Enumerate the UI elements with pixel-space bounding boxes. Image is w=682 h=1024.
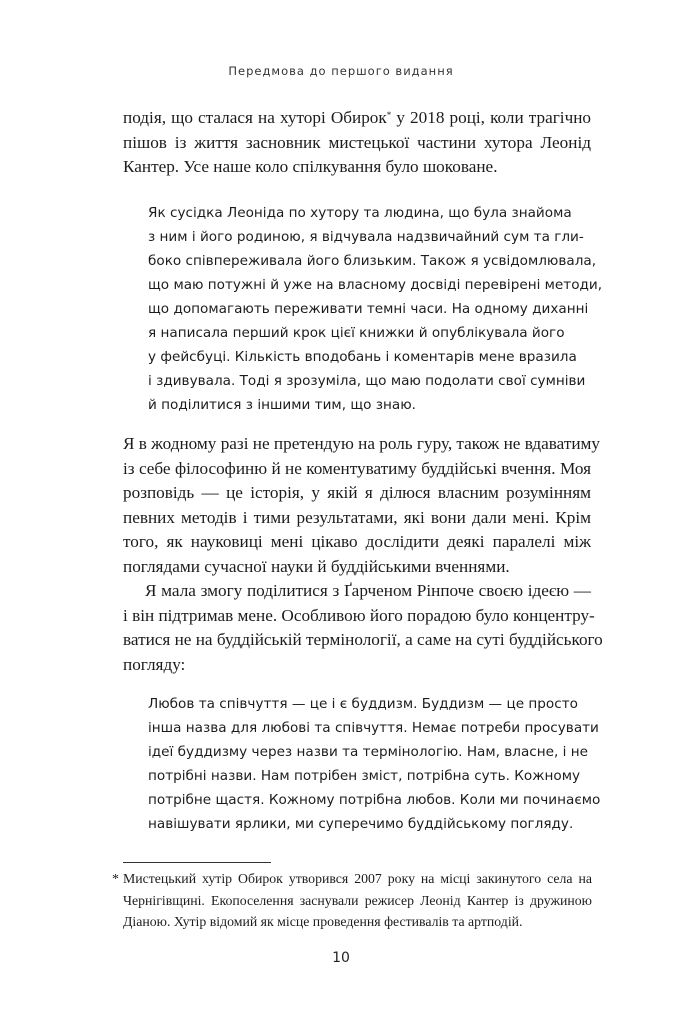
text-line: подія, що сталася на хуторі Обирок* у 2018 році, коли трагічно <box>123 108 591 127</box>
block-quote <box>148 692 601 836</box>
block-quote <box>148 201 603 417</box>
text-line: Як сусідка Леоніда по хутору та людина, що була знайома <box>148 205 572 221</box>
running-header: Передмова до першого видання <box>228 64 454 78</box>
text-line: й поділитися з іншими тим, що знаю. <box>148 397 416 413</box>
text-line: ватися не на буддійській термінології, а саме на суті буддійського <box>123 630 603 649</box>
footnote-marker[interactable]: * <box>386 110 392 120</box>
text-line: Я в жодному разі не претендую на роль гуру, також не вдаватиму <box>123 434 601 453</box>
text-line: я написала перший крок цієї книжки й опублікувала його <box>148 325 565 341</box>
body-paragraph <box>123 432 601 579</box>
footnote-line: Діаною. Хутір відомий як місце проведення фестивалів та артподій. <box>123 914 523 929</box>
text-line: погляду: <box>123 654 186 674</box>
text-line: певних методів і тими результатами, які вони дали мені. Крім <box>123 507 591 527</box>
text-line: навішувати ярлики, ми суперечимо буддійському погляду. <box>148 816 574 832</box>
text-line: розповідь — це історія, у якій я ділюся власним розумінням <box>123 483 591 502</box>
text-line: з ним і його родиною, я відчувала надзвичайний сум та гли- <box>148 229 584 245</box>
text-line: потрібне щастя. Кожному потрібна любов. Коли ми починаємо <box>148 792 601 808</box>
text-line: інша назва для любові та співчуття. Немає потреби просувати <box>148 720 599 736</box>
text-line: потрібні назви. Нам потрібен зміст, потрібна суть. Кожному <box>148 768 580 784</box>
text-line: у фейсбуці. Кількість вподобань і коментарів мене вразила <box>148 349 577 365</box>
footnote-asterisk: * <box>112 871 119 886</box>
body-paragraph <box>123 579 603 677</box>
text-line: ідеї буддизму через назви та термінологію. Нам, власне, і не <box>148 744 589 760</box>
page-number: 10 <box>332 950 350 966</box>
text-line: того, як науковиці мені цікаво дослідити деякі паралелі між <box>123 532 591 551</box>
text-line: боко співпереживала його близьким. Також я усвідомлювала, <box>148 253 597 269</box>
text-line: поглядами сучасної науки й буддійськими вченнями. <box>123 556 510 576</box>
intro-paragraph <box>123 106 591 180</box>
footnote <box>112 868 592 933</box>
text-line: Любов та співчуття — це і є буддизм. Буддизм — це просто <box>148 696 578 712</box>
text-line: що допомагають переживати темні часи. На одному диханні <box>148 301 589 317</box>
text-line: Кантер. Усе наше коло спілкування було шоковане. <box>123 157 498 176</box>
text-line: і здивувала. Тоді я зрозуміла, що маю подолати свої сумніви <box>148 373 586 389</box>
text-line: Я мала змогу поділитися з Ґарченом Рінпоче своєю ідеєю — <box>145 581 591 600</box>
footnote-line: Чернігівщині. Екопоселення заснували режисер Леонід Кантер із дружиною <box>123 892 592 908</box>
text-line: і він підтримав мене. Особливою його порадою було концентру- <box>123 605 595 625</box>
footnote-divider <box>123 862 271 863</box>
text-line: що маю потужні й уже на власному досвіді перевірені методи, <box>148 277 603 293</box>
text-line: пішов із життя засновник мистецької частини хутора Леонід <box>123 132 591 152</box>
text-line: із себе філософиню й не коментуватиму буддійські вчення. Моя <box>123 458 591 478</box>
footnote-line: Мистецький хутір Обирок утворився 2007 року на місці закинутого села на <box>123 871 592 886</box>
